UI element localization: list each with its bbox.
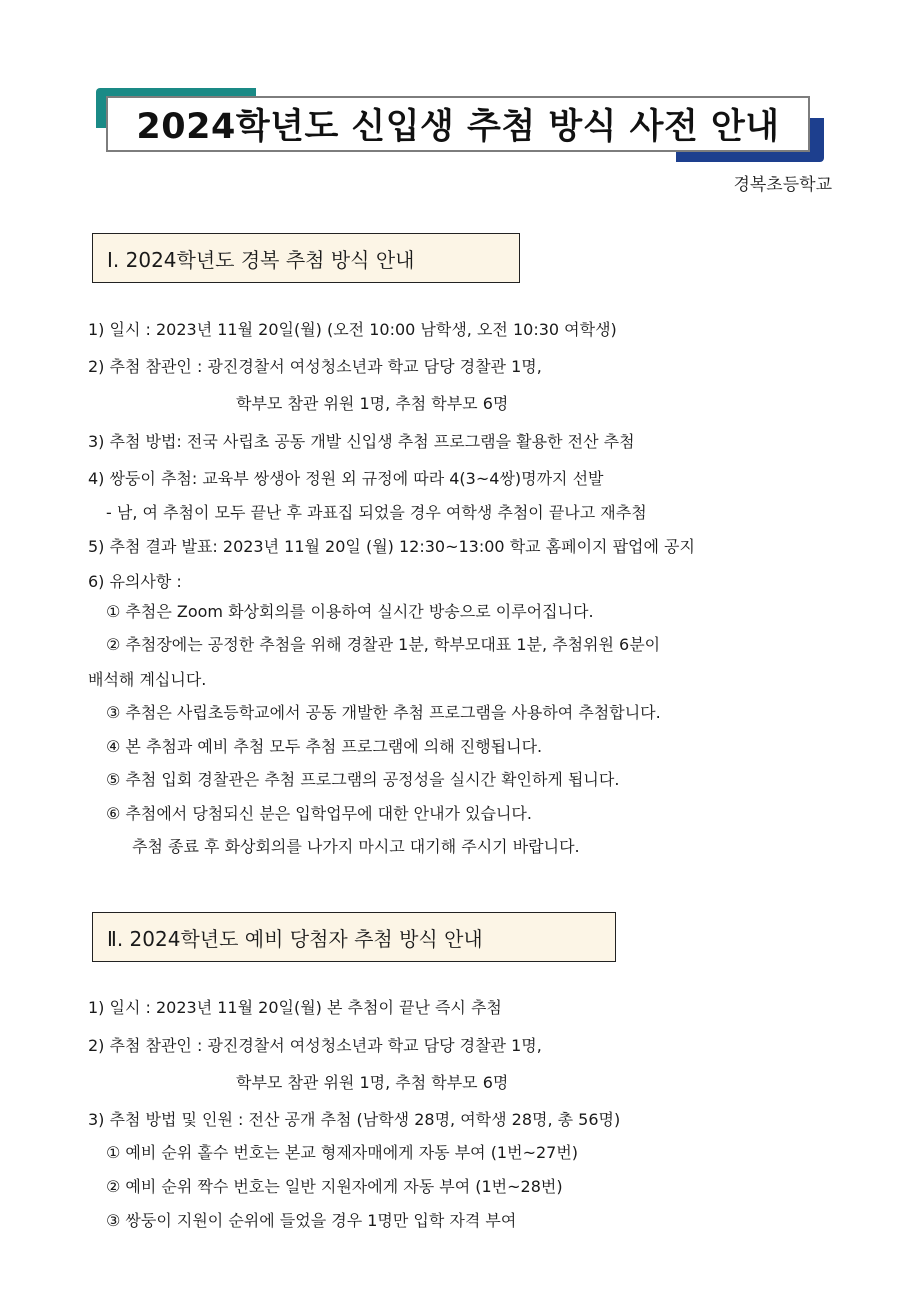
- section1-line: 1) 일시 : 2023년 11월 20일(월) (오전 10:00 남학생, 오전 10:30 여학생): [88, 320, 617, 339]
- section1-line: ⑥ 추첨에서 당첨되신 분은 입학업무에 대한 안내가 있습니다.: [106, 804, 532, 823]
- section2-line: 학부모 참관 위원 1명, 추첨 학부모 6명: [236, 1073, 509, 1092]
- section2-line: ① 예비 순위 홀수 번호는 본교 형제자매에게 자동 부여 (1번~27번): [106, 1143, 579, 1162]
- title-banner: [96, 88, 824, 162]
- section2-heading: Ⅱ. 2024학년도 예비 당첨자 추첨 방식 안내: [92, 912, 616, 962]
- section1-line: 배석해 계십니다.: [88, 670, 207, 689]
- page-title: 2024학년도 신입생 추첨 방식 사전 안내: [106, 96, 810, 152]
- section2-line: 2) 추첨 참관인 : 광진경찰서 여성청소년과 학교 담당 경찰관 1명,: [88, 1036, 542, 1055]
- section1-line: 3) 추첨 방법: 전국 사립초 공동 개발 신입생 추첨 프로그램을 활용한 전산 추첨: [88, 432, 635, 451]
- section2-line: 3) 추첨 방법 및 인원 : 전산 공개 추첨 (남학생 28명, 여학생 28명, 총 56명): [88, 1110, 621, 1129]
- section2-line: ② 예비 순위 짝수 번호는 일반 지원자에게 자동 부여 (1번~28번): [106, 1177, 563, 1196]
- section1-line: 6) 유의사항 :: [88, 572, 182, 591]
- section1-line: 5) 추첨 결과 발표: 2023년 11월 20일 (월) 12:30~13:00 학교 홈페이지 팝업에 공지: [88, 537, 695, 556]
- section1-line: 추첨 종료 후 화상회의를 나가지 마시고 대기해 주시기 바랍니다.: [132, 837, 580, 856]
- section1-heading: Ⅰ. 2024학년도 경복 추첨 방식 안내: [92, 233, 520, 283]
- section1-line: ② 추첨장에는 공정한 추첨을 위해 경찰관 1분, 학부모대표 1분, 추첨위원 6분이: [106, 635, 661, 654]
- section1-line: 학부모 참관 위원 1명, 추첨 학부모 6명: [236, 394, 509, 413]
- section1-line: ③ 추첨은 사립초등학교에서 공동 개발한 추첨 프로그램을 사용하여 추첨합니다.: [106, 703, 661, 722]
- section2-line: 1) 일시 : 2023년 11월 20일(월) 본 추첨이 끝난 즉시 추첨: [88, 998, 502, 1017]
- section1-line: 4) 쌍둥이 추첨: 교육부 쌍생아 정원 외 규정에 따라 4(3~4쌍)명까지 선발: [88, 469, 604, 488]
- school-name: 경복초등학교: [733, 175, 832, 195]
- section1-line: - 남, 여 추첨이 모두 끝난 후 과표집 되었을 경우 여학생 추첨이 끝나고 재추첨: [106, 503, 647, 522]
- section1-line: ⑤ 추첨 입회 경찰관은 추첨 프로그램의 공정성을 실시간 확인하게 됩니다.: [106, 770, 620, 789]
- section1-line: 2) 추첨 참관인 : 광진경찰서 여성청소년과 학교 담당 경찰관 1명,: [88, 357, 542, 376]
- section1-line: ④ 본 추첨과 예비 추첨 모두 추첨 프로그램에 의해 진행됩니다.: [106, 737, 543, 756]
- section2-line: ③ 쌍둥이 지원이 순위에 들었을 경우 1명만 입학 자격 부여: [106, 1211, 517, 1230]
- section1-line: ① 추첨은 Zoom 화상회의를 이용하여 실시간 방송으로 이루어집니다.: [106, 602, 594, 621]
